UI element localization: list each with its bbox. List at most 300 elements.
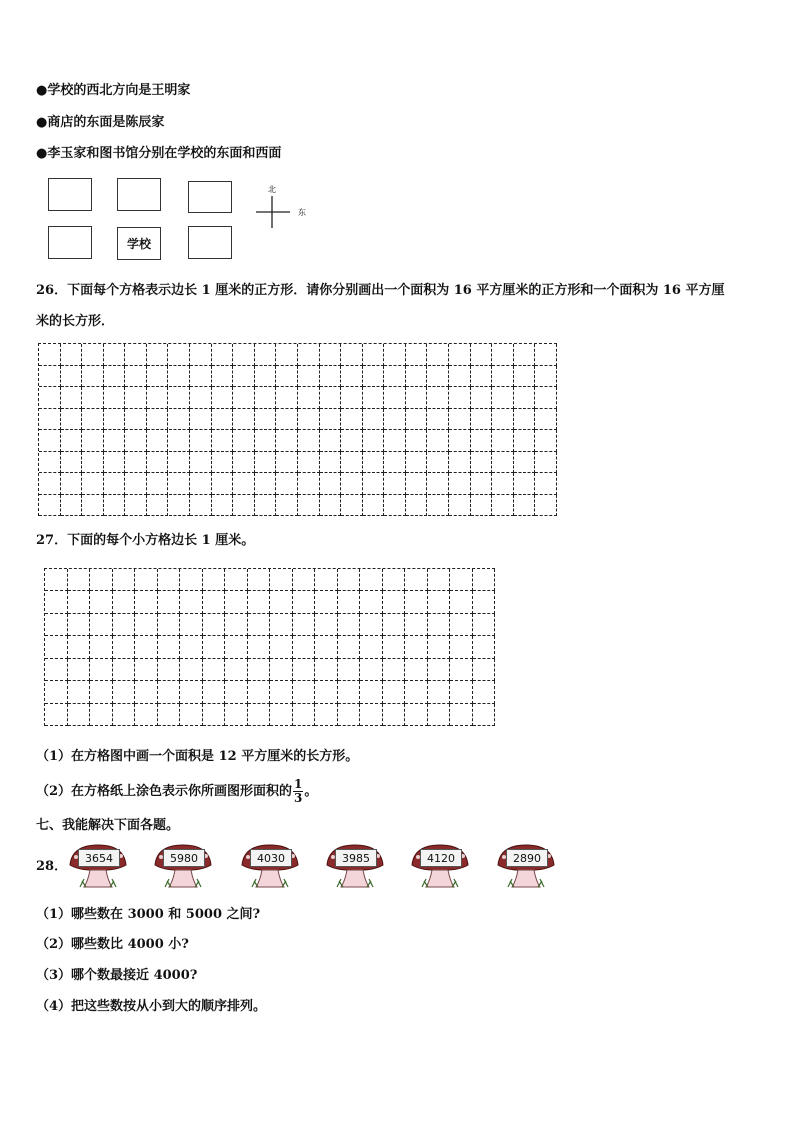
grid-cell[interactable] [384, 495, 406, 517]
grid-cell[interactable] [248, 591, 271, 613]
grid-cell[interactable] [384, 366, 406, 388]
grid-cell[interactable] [535, 366, 557, 388]
grid-cell[interactable] [233, 366, 255, 388]
grid-cell[interactable] [212, 387, 234, 409]
grid-cell[interactable] [158, 659, 181, 681]
grid-cell[interactable] [338, 614, 361, 636]
grid-cell[interactable] [104, 366, 126, 388]
grid-cell[interactable] [61, 473, 83, 495]
grid-cell[interactable] [225, 659, 248, 681]
grid-cell[interactable] [61, 452, 83, 474]
grid-cell[interactable] [225, 591, 248, 613]
grid-cell[interactable] [428, 366, 450, 388]
grid-cell[interactable] [158, 591, 181, 613]
grid-cell[interactable] [135, 704, 158, 726]
grid-cell[interactable] [147, 344, 169, 366]
grid-cell[interactable] [360, 614, 383, 636]
grid-cell[interactable] [535, 344, 557, 366]
grid-cell[interactable] [135, 569, 158, 591]
grid-cell[interactable] [298, 452, 320, 474]
grid-cell[interactable] [473, 636, 496, 658]
grid-cell[interactable] [82, 409, 104, 431]
grid-cell[interactable] [428, 591, 451, 613]
grid-cell[interactable] [293, 569, 316, 591]
grid-cell[interactable] [125, 495, 147, 517]
grid-cell[interactable] [471, 366, 493, 388]
grid-cell[interactable] [406, 495, 428, 517]
grid-cell[interactable] [190, 473, 212, 495]
grid-cell[interactable] [315, 636, 338, 658]
grid-cell[interactable] [428, 344, 450, 366]
grid-cell[interactable] [68, 591, 91, 613]
grid-cell[interactable] [514, 387, 536, 409]
grid-cell[interactable] [104, 430, 126, 452]
grid-cell[interactable] [298, 344, 320, 366]
grid-cell[interactable] [320, 387, 342, 409]
grid-cell[interactable] [203, 659, 226, 681]
grid-cell[interactable] [147, 409, 169, 431]
grid-cell[interactable] [293, 681, 316, 703]
grid-cell[interactable] [248, 636, 271, 658]
grid-cell[interactable] [473, 659, 496, 681]
grid-cell[interactable] [255, 473, 277, 495]
grid-cell[interactable] [473, 591, 496, 613]
grid-cell[interactable] [405, 591, 428, 613]
grid-cell[interactable] [360, 681, 383, 703]
grid-cell[interactable] [61, 409, 83, 431]
grid-cell[interactable] [45, 681, 68, 703]
grid-cell[interactable] [135, 591, 158, 613]
grid-cell[interactable] [514, 430, 536, 452]
grid-cell[interactable] [449, 387, 471, 409]
grid-cell[interactable] [45, 636, 68, 658]
grid-cell[interactable] [363, 495, 385, 517]
grid-cell[interactable] [450, 681, 473, 703]
grid-cell[interactable] [82, 473, 104, 495]
grid-cell[interactable] [135, 636, 158, 658]
grid-cell[interactable] [315, 704, 338, 726]
grid-cell[interactable] [233, 409, 255, 431]
grid-cell[interactable] [61, 387, 83, 409]
grid-cell[interactable] [360, 636, 383, 658]
grid-cell[interactable] [190, 366, 212, 388]
grid-cell[interactable] [190, 409, 212, 431]
grid-cell[interactable] [293, 636, 316, 658]
grid-cell[interactable] [535, 387, 557, 409]
grid-cell[interactable] [449, 366, 471, 388]
grid-cell[interactable] [203, 636, 226, 658]
grid-cell[interactable] [428, 409, 450, 431]
grid-cell[interactable] [428, 569, 451, 591]
grid-cell[interactable] [82, 366, 104, 388]
grid-cell[interactable] [406, 344, 428, 366]
grid-cell[interactable] [428, 430, 450, 452]
grid-cell[interactable] [428, 387, 450, 409]
grid-cell[interactable] [320, 409, 342, 431]
grid-cell[interactable] [233, 430, 255, 452]
grid-cell[interactable] [104, 409, 126, 431]
grid-cell[interactable] [147, 430, 169, 452]
grid-cell[interactable] [45, 659, 68, 681]
grid-cell[interactable] [450, 591, 473, 613]
grid-cell[interactable] [338, 681, 361, 703]
grid-cell[interactable] [270, 704, 293, 726]
grid-cell[interactable] [158, 614, 181, 636]
grid-cell[interactable] [363, 452, 385, 474]
grid-cell[interactable] [492, 344, 514, 366]
grid-cell[interactable] [255, 452, 277, 474]
grid-cell[interactable] [428, 704, 451, 726]
grid-cell[interactable] [428, 681, 451, 703]
grid-cell[interactable] [125, 430, 147, 452]
grid-cell[interactable] [384, 430, 406, 452]
grid-cell[interactable] [68, 614, 91, 636]
grid-cell[interactable] [203, 704, 226, 726]
grid-cell[interactable] [39, 495, 61, 517]
grid-cell[interactable] [492, 452, 514, 474]
grid-cell[interactable] [449, 473, 471, 495]
grid-cell[interactable] [341, 409, 363, 431]
grid-cell[interactable] [514, 366, 536, 388]
grid-cell[interactable] [68, 569, 91, 591]
grid-cell[interactable] [383, 636, 406, 658]
grid-cell[interactable] [45, 704, 68, 726]
grid-cell[interactable] [276, 452, 298, 474]
grid-cell[interactable] [68, 681, 91, 703]
grid-cell[interactable] [320, 366, 342, 388]
grid-cell[interactable] [147, 473, 169, 495]
grid-cell[interactable] [180, 569, 203, 591]
grid-cell[interactable] [360, 704, 383, 726]
grid-cell[interactable] [341, 452, 363, 474]
grid-cell[interactable] [514, 495, 536, 517]
grid-cell[interactable] [113, 659, 136, 681]
grid-cell[interactable] [492, 366, 514, 388]
grid-cell[interactable] [147, 495, 169, 517]
grid-cell[interactable] [363, 409, 385, 431]
grid-cell[interactable] [225, 681, 248, 703]
grid-cell[interactable] [276, 473, 298, 495]
grid-cell[interactable] [492, 387, 514, 409]
grid-cell[interactable] [169, 473, 191, 495]
grid-cell[interactable] [428, 614, 451, 636]
grid-cell[interactable] [212, 452, 234, 474]
grid-cell[interactable] [535, 495, 557, 517]
grid-cell[interactable] [471, 473, 493, 495]
grid-cell[interactable] [158, 569, 181, 591]
grid-cell[interactable] [45, 569, 68, 591]
grid-cell[interactable] [225, 636, 248, 658]
grid-cell[interactable] [405, 614, 428, 636]
grid-cell[interactable] [320, 473, 342, 495]
grid-cell[interactable] [203, 614, 226, 636]
grid-cell[interactable] [104, 344, 126, 366]
grid-cell[interactable] [298, 430, 320, 452]
grid-cell[interactable] [320, 430, 342, 452]
grid-cell[interactable] [82, 430, 104, 452]
grid-cell[interactable] [471, 495, 493, 517]
grid-cell[interactable] [341, 430, 363, 452]
grid-cell[interactable] [315, 681, 338, 703]
grid-cell[interactable] [428, 473, 450, 495]
grid-cell[interactable] [39, 452, 61, 474]
grid-cell[interactable] [169, 409, 191, 431]
grid-cell[interactable] [225, 704, 248, 726]
grid-cell[interactable] [315, 614, 338, 636]
grid-cell[interactable] [39, 430, 61, 452]
grid-cell[interactable] [255, 430, 277, 452]
grid-cell[interactable] [90, 636, 113, 658]
grid-cell[interactable] [384, 473, 406, 495]
grid-cell[interactable] [125, 387, 147, 409]
grid-cell[interactable] [535, 452, 557, 474]
grid-cell[interactable] [180, 636, 203, 658]
grid-cell[interactable] [212, 473, 234, 495]
grid-cell[interactable] [406, 409, 428, 431]
grid-cell[interactable] [90, 614, 113, 636]
grid-cell[interactable] [233, 473, 255, 495]
grid-cell[interactable] [233, 344, 255, 366]
grid-cell[interactable] [383, 569, 406, 591]
grid-cell[interactable] [363, 473, 385, 495]
grid-cell[interactable] [293, 704, 316, 726]
grid-cell[interactable] [363, 430, 385, 452]
grid-cell[interactable] [449, 452, 471, 474]
grid-cell[interactable] [405, 681, 428, 703]
grid-cell[interactable] [406, 366, 428, 388]
grid-cell[interactable] [233, 452, 255, 474]
grid-cell[interactable] [113, 591, 136, 613]
grid-cell[interactable] [158, 681, 181, 703]
grid-cell[interactable] [61, 366, 83, 388]
grid-cell[interactable] [190, 344, 212, 366]
grid-cell[interactable] [270, 636, 293, 658]
grid-cell[interactable] [68, 659, 91, 681]
grid-cell[interactable] [535, 430, 557, 452]
grid-cell[interactable] [514, 452, 536, 474]
grid-cell[interactable] [255, 495, 277, 517]
grid-cell[interactable] [68, 636, 91, 658]
q27-dashed-grid[interactable] [44, 568, 495, 726]
grid-cell[interactable] [341, 366, 363, 388]
grid-cell[interactable] [406, 387, 428, 409]
grid-cell[interactable] [212, 495, 234, 517]
grid-cell[interactable] [406, 473, 428, 495]
grid-cell[interactable] [338, 591, 361, 613]
grid-cell[interactable] [90, 659, 113, 681]
grid-cell[interactable] [270, 569, 293, 591]
grid-cell[interactable] [276, 430, 298, 452]
grid-cell[interactable] [45, 614, 68, 636]
grid-cell[interactable] [180, 681, 203, 703]
grid-cell[interactable] [90, 681, 113, 703]
grid-cell[interactable] [212, 366, 234, 388]
grid-cell[interactable] [450, 636, 473, 658]
grid-cell[interactable] [113, 569, 136, 591]
grid-cell[interactable] [125, 473, 147, 495]
grid-cell[interactable] [449, 344, 471, 366]
grid-cell[interactable] [225, 614, 248, 636]
grid-cell[interactable] [384, 452, 406, 474]
grid-cell[interactable] [514, 409, 536, 431]
grid-cell[interactable] [180, 659, 203, 681]
grid-cell[interactable] [535, 409, 557, 431]
grid-cell[interactable] [405, 569, 428, 591]
grid-cell[interactable] [61, 344, 83, 366]
grid-cell[interactable] [135, 681, 158, 703]
grid-cell[interactable] [276, 387, 298, 409]
grid-cell[interactable] [39, 409, 61, 431]
grid-cell[interactable] [169, 387, 191, 409]
grid-cell[interactable] [270, 659, 293, 681]
grid-cell[interactable] [384, 387, 406, 409]
grid-cell[interactable] [276, 366, 298, 388]
grid-cell[interactable] [293, 659, 316, 681]
grid-cell[interactable] [233, 387, 255, 409]
grid-cell[interactable] [360, 591, 383, 613]
grid-cell[interactable] [39, 387, 61, 409]
grid-cell[interactable] [298, 495, 320, 517]
grid-cell[interactable] [473, 704, 496, 726]
grid-cell[interactable] [428, 495, 450, 517]
grid-cell[interactable] [384, 344, 406, 366]
grid-cell[interactable] [270, 614, 293, 636]
grid-cell[interactable] [276, 495, 298, 517]
grid-cell[interactable] [298, 409, 320, 431]
grid-cell[interactable] [39, 344, 61, 366]
grid-cell[interactable] [104, 473, 126, 495]
grid-cell[interactable] [341, 344, 363, 366]
grid-cell[interactable] [471, 387, 493, 409]
grid-cell[interactable] [104, 452, 126, 474]
grid-cell[interactable] [450, 569, 473, 591]
grid-cell[interactable] [255, 409, 277, 431]
grid-cell[interactable] [270, 681, 293, 703]
grid-cell[interactable] [90, 591, 113, 613]
grid-cell[interactable] [315, 591, 338, 613]
grid-cell[interactable] [492, 495, 514, 517]
grid-cell[interactable] [276, 344, 298, 366]
grid-cell[interactable] [90, 704, 113, 726]
grid-cell[interactable] [203, 591, 226, 613]
grid-cell[interactable] [471, 344, 493, 366]
grid-cell[interactable] [298, 473, 320, 495]
grid-cell[interactable] [190, 430, 212, 452]
grid-cell[interactable] [320, 452, 342, 474]
grid-cell[interactable] [276, 409, 298, 431]
grid-cell[interactable] [158, 636, 181, 658]
grid-cell[interactable] [383, 704, 406, 726]
grid-cell[interactable] [113, 636, 136, 658]
grid-cell[interactable] [39, 473, 61, 495]
grid-cell[interactable] [363, 387, 385, 409]
grid-cell[interactable] [338, 704, 361, 726]
grid-cell[interactable] [338, 659, 361, 681]
grid-cell[interactable] [341, 495, 363, 517]
grid-cell[interactable] [298, 387, 320, 409]
grid-cell[interactable] [104, 387, 126, 409]
grid-cell[interactable] [406, 430, 428, 452]
grid-cell[interactable] [293, 591, 316, 613]
grid-cell[interactable] [61, 430, 83, 452]
grid-cell[interactable] [315, 659, 338, 681]
grid-cell[interactable] [125, 409, 147, 431]
grid-cell[interactable] [360, 569, 383, 591]
grid-cell[interactable] [514, 473, 536, 495]
grid-cell[interactable] [190, 387, 212, 409]
grid-cell[interactable] [450, 659, 473, 681]
grid-cell[interactable] [405, 704, 428, 726]
grid-cell[interactable] [225, 569, 248, 591]
grid-cell[interactable] [473, 681, 496, 703]
grid-cell[interactable] [492, 473, 514, 495]
grid-cell[interactable] [233, 495, 255, 517]
grid-cell[interactable] [248, 704, 271, 726]
grid-cell[interactable] [158, 704, 181, 726]
grid-cell[interactable] [473, 569, 496, 591]
grid-cell[interactable] [169, 430, 191, 452]
grid-cell[interactable] [68, 704, 91, 726]
grid-cell[interactable] [255, 366, 277, 388]
grid-cell[interactable] [255, 387, 277, 409]
grid-cell[interactable] [315, 569, 338, 591]
grid-cell[interactable] [169, 495, 191, 517]
grid-cell[interactable] [383, 659, 406, 681]
grid-cell[interactable] [338, 569, 361, 591]
grid-cell[interactable] [248, 569, 271, 591]
grid-cell[interactable] [341, 387, 363, 409]
grid-cell[interactable] [450, 614, 473, 636]
q26-dashed-grid[interactable] [38, 343, 557, 516]
grid-cell[interactable] [471, 409, 493, 431]
grid-cell[interactable] [535, 473, 557, 495]
grid-cell[interactable] [125, 344, 147, 366]
grid-cell[interactable] [320, 495, 342, 517]
grid-cell[interactable] [473, 614, 496, 636]
grid-cell[interactable] [82, 387, 104, 409]
grid-cell[interactable] [125, 366, 147, 388]
grid-cell[interactable] [203, 569, 226, 591]
grid-cell[interactable] [450, 704, 473, 726]
grid-cell[interactable] [45, 591, 68, 613]
grid-cell[interactable] [255, 344, 277, 366]
grid-cell[interactable] [449, 430, 471, 452]
grid-cell[interactable] [135, 614, 158, 636]
grid-cell[interactable] [428, 659, 451, 681]
grid-cell[interactable] [169, 452, 191, 474]
grid-cell[interactable] [212, 344, 234, 366]
grid-cell[interactable] [169, 366, 191, 388]
grid-cell[interactable] [113, 614, 136, 636]
grid-cell[interactable] [363, 366, 385, 388]
grid-cell[interactable] [61, 495, 83, 517]
grid-cell[interactable] [147, 387, 169, 409]
grid-cell[interactable] [113, 681, 136, 703]
grid-cell[interactable] [384, 409, 406, 431]
grid-cell[interactable] [82, 452, 104, 474]
grid-cell[interactable] [248, 614, 271, 636]
grid-cell[interactable] [82, 495, 104, 517]
grid-cell[interactable] [248, 659, 271, 681]
grid-cell[interactable] [190, 495, 212, 517]
grid-cell[interactable] [383, 591, 406, 613]
grid-cell[interactable] [492, 409, 514, 431]
grid-cell[interactable] [190, 452, 212, 474]
grid-cell[interactable] [180, 614, 203, 636]
grid-cell[interactable] [113, 704, 136, 726]
grid-cell[interactable] [514, 344, 536, 366]
grid-cell[interactable] [360, 659, 383, 681]
